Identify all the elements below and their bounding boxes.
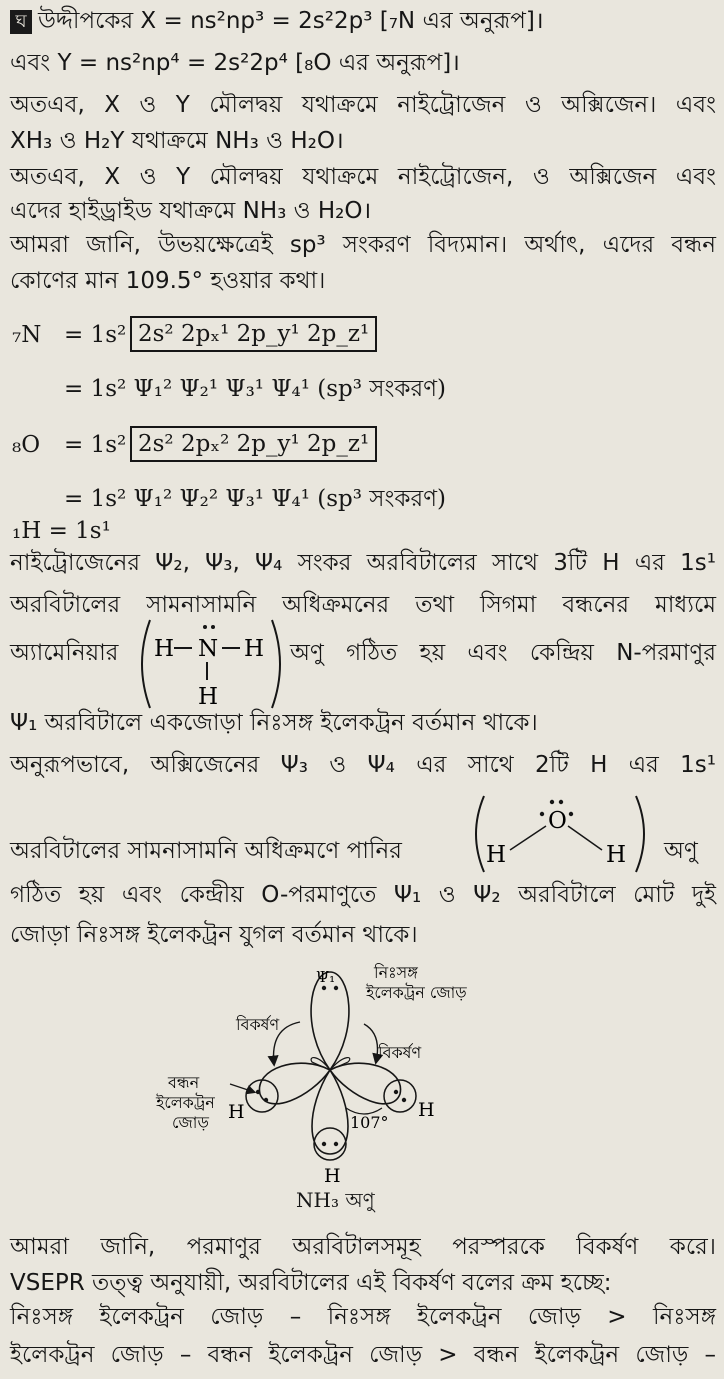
para1-line6: এদের হাইড্রাইড যথাক্রমে NH₃ ও H₂O।: [10, 198, 372, 224]
para2-line7: গঠিত হয় এবং কেন্দ্রীয় O-পরমাণুতে Ψ₁ ও Ψ₂ অরবিটালে মোট দুই: [10, 882, 716, 908]
electron-dot: [394, 1090, 398, 1094]
h2o-h-right: H: [606, 842, 627, 868]
h-1s-orbital-left: [246, 1080, 278, 1112]
nh3-h-right: H: [244, 636, 265, 662]
electron-dot: [402, 1098, 406, 1102]
psi1-label: Ψ₁: [316, 968, 336, 986]
left-paren: [142, 620, 150, 708]
nh3-inline-structure: [136, 616, 286, 712]
repulsion-arrow-right: [364, 1024, 378, 1062]
lone-pair-label-2: ইলেকট্রন জোড়: [366, 983, 467, 1002]
bond-lobe-bottom: [312, 1070, 348, 1154]
lone-pair-dot: [559, 800, 563, 804]
h2o-h-left: H: [486, 842, 507, 868]
left-paren: [476, 796, 484, 872]
o-label: ₈O: [12, 432, 41, 458]
electron-dot: [334, 986, 338, 990]
para2-line3b: অণু গঠিত হয় এবং কেন্দ্রিয় N-পরমাণুর: [290, 640, 716, 666]
para2-line6b: অণু: [664, 838, 698, 864]
para2-line6a: অরবিটালের সামনাসামনি অধিক্রমণে পানির: [10, 838, 402, 864]
h-config: ₁H = 1s¹: [12, 518, 111, 544]
answer-badge: ঘ: [10, 10, 32, 34]
diagram-h-right: H: [418, 1099, 435, 1121]
right-paren: [636, 796, 644, 872]
lone-pair-dot: [569, 812, 573, 816]
nh3-h-bottom: H: [198, 684, 219, 710]
para3-line3: নিঃসঙ্গ ইলেকট্রন জোড় – নিঃসঙ্গ ইলেকট্রন জোড় > নিঃসঙ্গ: [10, 1304, 716, 1330]
para3-line4: ইলেকট্রন জোড় – বন্ধন ইলেকট্রন জোড় > বন্ধন ইলেকট্রন জোড় –: [10, 1342, 716, 1368]
para1-line1: ঘ উদ্দীপকের X = ns²np³ = 2s²2p³ [₇N এর অনুরূপ]।: [10, 6, 716, 36]
n-label: ₇N: [12, 322, 42, 348]
para1-line5: অতএব, X ও Y মৌলদ্বয় যথাক্রমে নাইট্রোজেন, ও অক্সিজেন এবং: [10, 164, 716, 190]
para1-line3: অতএব, X ও Y মৌলদ্বয় যথাক্রমে নাইট্রোজেন ও অক্সিজেন। এবং: [10, 92, 716, 118]
diagram-h-bottom: H: [324, 1165, 341, 1187]
o-hybrid: = 1s² Ψ₁² Ψ₂² Ψ₃¹ Ψ₄¹ (sp³ সংকরণ): [64, 486, 446, 512]
para1-line4: XH₃ ও H₂Y যথাক্রমে NH₃ ও H₂O।: [10, 128, 344, 154]
h2o-o: O: [548, 808, 567, 834]
bond-left: [510, 826, 546, 850]
lone-pair-dot: [540, 812, 544, 816]
bond-angle-label: 107°: [350, 1113, 389, 1132]
electron-dot: [334, 1142, 338, 1146]
h2o-inline-structure: [470, 792, 650, 876]
electron-dot: [264, 1098, 268, 1102]
repulsion-label-right: বিকর্ষণ: [378, 1043, 422, 1062]
para1-line8: কোণের মান 109.5° হওয়ার কথা।: [10, 268, 326, 294]
diagram-h-left: H: [228, 1101, 245, 1123]
para2-line2: অরবিটালের সামনাসামনি অধিক্রমনের তথা সিগমা বন্ধনের মাধ্যমে: [10, 592, 716, 618]
para3-line1: আমরা জানি, পরমাণুর অরবিটালসমূহ পরস্পরকে বিকর্ষণ করে।: [10, 1234, 716, 1260]
para1-line2: এবং Y = ns²np⁴ = 2s²2p⁴ [₈O এর অনুরূপ]।: [10, 50, 460, 76]
bond-lobe-left: [259, 1063, 330, 1104]
nh3-h-left: H: [154, 636, 175, 662]
para2-line1: নাইট্রোজেনের Ψ₂, Ψ₃, Ψ₄ সংকর অরবিটালের সাথে 3টি H এর 1s¹: [10, 550, 716, 576]
electron-dot: [322, 1142, 326, 1146]
right-paren: [272, 620, 280, 708]
bond-pair-label-2: ইলেকট্রন: [156, 1093, 215, 1112]
repulsion-label-left: বিকর্ষণ: [236, 1015, 280, 1034]
electron-dot: [256, 1090, 260, 1094]
bond-pair-label-3: জোড়: [172, 1113, 209, 1132]
lone-pair-dot: [211, 625, 215, 629]
lone-pair-label-1: নিঃসঙ্গ: [374, 963, 418, 982]
o-valence-box: 2s² 2pₓ² 2p_y¹ 2p_z¹: [130, 426, 377, 462]
para2-line8: জোড়া নিঃসঙ্গ ইলেকট্রন যুগল বর্তমান থাকে।: [10, 922, 418, 948]
n-hybrid: = 1s² Ψ₁² Ψ₂¹ Ψ₃¹ Ψ₄¹ (sp³ সংকরণ): [64, 376, 446, 402]
para2-line5: অনুরূপভাবে, অক্সিজেনের Ψ₃ ও Ψ₄ এর সাথে 2টি H এর 1s¹: [10, 752, 716, 778]
lone-pair-lobe: [311, 972, 349, 1070]
diagram-caption: NH₃ অণু: [296, 1188, 375, 1212]
bond-right: [568, 826, 602, 850]
nh3-n: N: [198, 636, 219, 662]
lone-pair-dot: [550, 800, 554, 804]
para2-line3a: অ্যামেনিয়ার: [10, 640, 119, 666]
para2-line4: Ψ₁ অরবিটালে একজোড়া নিঃসঙ্গ ইলেকট্রন বর্তমান থাকে।: [10, 710, 538, 736]
n-valence-box: 2s² 2pₓ¹ 2p_y¹ 2p_z¹: [130, 316, 377, 352]
para1-line7: আমরা জানি, উভয়ক্ষেত্রেই sp³ সংকরণ বিদ্যমান। অর্থাৎ, এদের বন্ধন: [10, 232, 716, 258]
o-core: = 1s²: [64, 432, 127, 458]
nh3-orbital-diagram: [150, 958, 570, 1214]
para3-line2: VSEPR তত্ত্ব অনুযায়ী, অরবিটালের এই বিকর্ষণ বলের ক্রম হচ্ছে:: [10, 1270, 612, 1296]
electron-dot: [322, 986, 326, 990]
n-core: = 1s²: [64, 322, 127, 348]
lone-pair-dot: [203, 625, 207, 629]
bond-pair-label-1: বন্ধন: [168, 1073, 200, 1092]
h-1s-orbital-bottom: [314, 1128, 346, 1160]
